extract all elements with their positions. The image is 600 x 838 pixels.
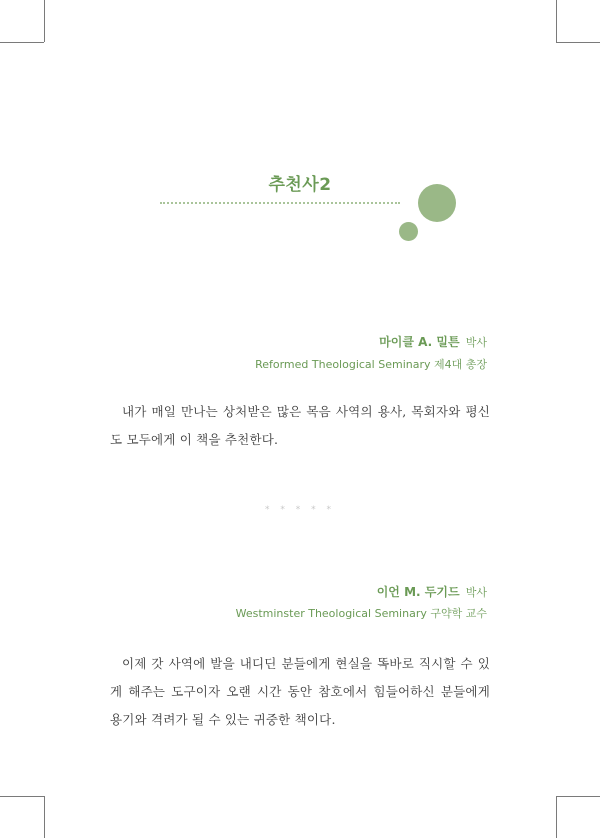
author-affiliation — [127, 605, 487, 621]
recommendation-text: 이제 갓 사역에 발을 내디딘 분들에게 현실을 똑바로 직시할 수 있게 해주는 도구이자 오랜 시간 동안 참호에서 힘들어하신 분들에게 용기와 격려가 될 수 있는 귀중한 책이다. — [110, 656, 490, 727]
decorative-small-circle — [399, 222, 418, 241]
recommendation-text: 내가 매일 만나는 상처받은 많은 목음 사역의 용사, 목회자와 평신도 모두에게 이 책을 추천한다. — [110, 404, 490, 447]
author-name-text: 마이클 A. 밀튼 — [379, 335, 460, 349]
author-affiliation — [127, 356, 487, 372]
affiliation-en: Reformed Theological Seminary — [255, 358, 431, 371]
author-honorific: 박사 — [465, 336, 487, 349]
affiliation-ko: 제4대 총장 — [434, 358, 487, 371]
affiliation-ko: 구약학 교수 — [430, 607, 487, 620]
crop-line — [0, 796, 44, 797]
crop-line — [556, 796, 600, 797]
author-name — [187, 333, 487, 350]
affiliation-en: Westminster Theological Seminary — [235, 607, 427, 620]
author-honorific: 박사 — [465, 586, 487, 599]
crop-line — [556, 42, 600, 43]
crop-line — [556, 0, 557, 42]
title-dotted-rule — [160, 202, 400, 204]
page-title: 추천사2 — [268, 175, 332, 195]
crop-line — [0, 42, 44, 43]
crop-line — [44, 796, 45, 838]
author-name — [187, 583, 487, 600]
crop-line — [44, 0, 45, 42]
decorative-large-circle — [418, 184, 456, 222]
author-name-text: 이언 M. 두기드 — [376, 585, 460, 599]
section-separator: * * * * * — [265, 505, 335, 515]
crop-line — [556, 796, 557, 838]
